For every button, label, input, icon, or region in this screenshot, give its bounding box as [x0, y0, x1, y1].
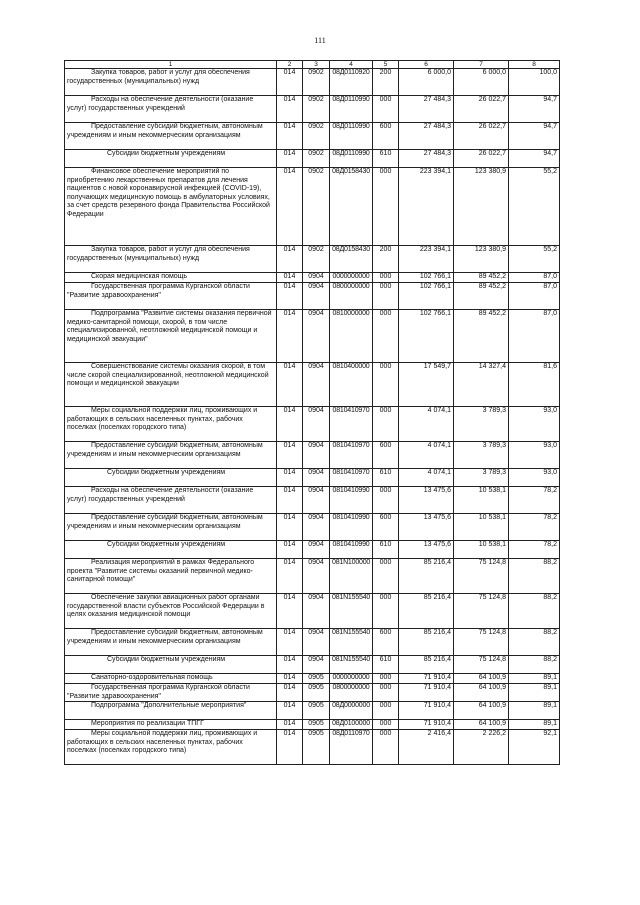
row-plan-cell: 85 216,4 — [399, 656, 454, 674]
row-target-article-cell: 08Д0110990 — [330, 123, 373, 150]
row-name-text: Предоставление субсидий бюджетным, автономным учреждениям и иным некоммерческим организациям — [67, 442, 263, 458]
table-row — [65, 514, 560, 541]
row-percent-cell: 55,2 — [509, 168, 560, 246]
row-name-text: Мероприятия по реализации ТПГГ — [91, 720, 204, 728]
table-row — [65, 123, 560, 150]
row-percent-cell: 94,7 — [509, 150, 560, 168]
row-name-cell — [65, 559, 277, 594]
row-name-text: Предоставление субсидий бюджетным, автономным учреждениям и иным некоммерческим организациям — [67, 629, 263, 645]
row-grbs-cell: 014 — [277, 273, 303, 283]
table-row — [65, 559, 560, 594]
row-fact-cell: 10 538,1 — [454, 514, 509, 541]
row-plan-cell: 223 394,1 — [399, 246, 454, 273]
table-body — [65, 69, 560, 765]
row-expense-type-cell: 000 — [373, 487, 399, 514]
row-name-text: Совершенствование системы оказания скорой, в том числе скорой специализированной, неотложной медицинской помощи и медицинской эвакуации — [67, 363, 269, 388]
row-plan-cell: 85 216,4 — [399, 559, 454, 594]
row-target-article-cell: 0810410970 — [330, 407, 373, 442]
row-percent-cell: 100,0 — [509, 69, 560, 96]
table-row — [65, 487, 560, 514]
row-percent-cell: 78,2 — [509, 541, 560, 559]
row-fact-cell: 64 100,9 — [454, 674, 509, 684]
row-name-cell — [65, 150, 277, 168]
row-target-article-cell: 0810000000 — [330, 310, 373, 363]
row-percent-cell: 78,2 — [509, 514, 560, 541]
row-section-cell: 0904 — [303, 273, 330, 283]
row-plan-cell: 85 216,4 — [399, 629, 454, 656]
row-percent-cell: 94,7 — [509, 123, 560, 150]
row-section-cell: 0902 — [303, 123, 330, 150]
table-row — [65, 363, 560, 407]
row-expense-type-cell: 000 — [373, 674, 399, 684]
row-section-cell: 0904 — [303, 559, 330, 594]
row-grbs-cell: 014 — [277, 96, 303, 123]
row-grbs-cell: 014 — [277, 702, 303, 720]
column-number-row — [65, 61, 560, 69]
row-target-article-cell: 081N155540 — [330, 629, 373, 656]
row-target-article-cell: 0810400000 — [330, 363, 373, 407]
row-name-text: Реализация мероприятий в рамках Федерального проекта "Развитие системы оказаний первичной медико-санитарной помощи" — [67, 559, 255, 584]
row-section-cell: 0905 — [303, 684, 330, 702]
row-expense-type-cell: 000 — [373, 559, 399, 594]
table-row — [65, 702, 560, 720]
row-target-article-cell: 08Д0110970 — [330, 730, 373, 765]
row-percent-cell: 87,0 — [509, 310, 560, 363]
row-name-cell — [65, 720, 277, 730]
row-name-text: Закупка товаров, работ и услуг для обеспечения государственных (муниципальных) нужд — [67, 69, 250, 85]
row-section-cell: 0904 — [303, 283, 330, 310]
row-name-cell — [65, 702, 277, 720]
row-grbs-cell: 014 — [277, 168, 303, 246]
row-expense-type-cell: 000 — [373, 702, 399, 720]
row-plan-cell: 4 074,1 — [399, 442, 454, 469]
row-percent-cell: 81,6 — [509, 363, 560, 407]
row-plan-cell: 223 394,1 — [399, 168, 454, 246]
row-target-article-cell: 0810410990 — [330, 514, 373, 541]
row-grbs-cell: 014 — [277, 407, 303, 442]
row-name-cell — [65, 283, 277, 310]
budget-table — [64, 60, 560, 765]
column-header: 4 — [330, 61, 373, 69]
row-expense-type-cell: 000 — [373, 720, 399, 730]
row-target-article-cell: 08Д0158430 — [330, 168, 373, 246]
row-fact-cell: 123 380,9 — [454, 168, 509, 246]
row-fact-cell: 64 100,9 — [454, 684, 509, 702]
row-grbs-cell: 014 — [277, 69, 303, 96]
row-fact-cell: 64 100,9 — [454, 702, 509, 720]
row-grbs-cell: 014 — [277, 541, 303, 559]
row-expense-type-cell: 000 — [373, 310, 399, 363]
row-percent-cell: 93,0 — [509, 407, 560, 442]
row-section-cell: 0902 — [303, 96, 330, 123]
row-name-text: Закупка товаров, работ и услуг для обеспечения государственных (муниципальных) нужд — [67, 246, 250, 262]
row-expense-type-cell: 000 — [373, 273, 399, 283]
table-row — [65, 656, 560, 674]
row-name-text: Государственная программа Курганской области "Развитие здравоохранения" — [67, 684, 250, 700]
row-plan-cell: 2 416,4 — [399, 730, 454, 765]
row-name-cell — [65, 629, 277, 656]
row-name-cell — [65, 469, 277, 487]
row-grbs-cell: 014 — [277, 720, 303, 730]
row-name-text: Расходы на обеспечение деятельности (оказание услуг) государственных учреждений — [67, 487, 254, 503]
column-header: 8 — [509, 61, 560, 69]
row-grbs-cell: 014 — [277, 674, 303, 684]
row-plan-cell: 71 910,4 — [399, 674, 454, 684]
row-name-text: Расходы на обеспечение деятельности (оказание услуг) государственных учреждений — [67, 96, 254, 112]
row-plan-cell: 27 484,3 — [399, 96, 454, 123]
column-header: 2 — [277, 61, 303, 69]
row-grbs-cell: 014 — [277, 730, 303, 765]
row-section-cell: 0905 — [303, 702, 330, 720]
table-row — [65, 629, 560, 656]
row-fact-cell: 75 124,8 — [454, 594, 509, 629]
table-row — [65, 150, 560, 168]
row-section-cell: 0904 — [303, 541, 330, 559]
column-header: 3 — [303, 61, 330, 69]
row-name-cell — [65, 594, 277, 629]
row-plan-cell: 85 216,4 — [399, 594, 454, 629]
row-expense-type-cell: 600 — [373, 442, 399, 469]
row-name-cell — [65, 674, 277, 684]
table-row — [65, 442, 560, 469]
row-grbs-cell: 014 — [277, 363, 303, 407]
row-name-cell — [65, 310, 277, 363]
row-section-cell: 0904 — [303, 594, 330, 629]
row-percent-cell: 88,2 — [509, 594, 560, 629]
table-row — [65, 168, 560, 246]
row-percent-cell: 89,1 — [509, 684, 560, 702]
row-grbs-cell: 014 — [277, 469, 303, 487]
row-name-text: Субсидии бюджетным учреждениям — [107, 656, 226, 663]
row-percent-cell: 92,1 — [509, 730, 560, 765]
table-row — [65, 69, 560, 96]
row-fact-cell: 3 789,3 — [454, 442, 509, 469]
row-percent-cell: 89,1 — [509, 674, 560, 684]
row-section-cell: 0905 — [303, 730, 330, 765]
row-target-article-cell: 08Д0158430 — [330, 246, 373, 273]
row-target-article-cell: 0800000000 — [330, 283, 373, 310]
row-target-article-cell: 081N155540 — [330, 656, 373, 674]
row-percent-cell: 93,0 — [509, 469, 560, 487]
row-name-cell — [65, 407, 277, 442]
row-section-cell: 0902 — [303, 168, 330, 246]
column-header: 7 — [454, 61, 509, 69]
row-grbs-cell: 014 — [277, 246, 303, 273]
row-name-text: Субсидии бюджетным учреждениям — [107, 541, 226, 548]
row-plan-cell: 13 475,6 — [399, 487, 454, 514]
row-name-cell — [65, 514, 277, 541]
row-grbs-cell: 014 — [277, 123, 303, 150]
row-fact-cell: 6 000,0 — [454, 69, 509, 96]
row-grbs-cell: 014 — [277, 656, 303, 674]
row-plan-cell: 102 766,1 — [399, 310, 454, 363]
table-row — [65, 273, 560, 283]
row-grbs-cell: 014 — [277, 684, 303, 702]
row-target-article-cell: 08Д0110990 — [330, 96, 373, 123]
row-name-text: Обеспечение закупки авиационных работ органами государственной власти субъектов Российской Федерации в целях оказания медицинской помощи — [67, 594, 265, 619]
row-name-text: Предоставление субсидий бюджетным, автономным учреждениям и иным некоммерческим организациям — [67, 514, 263, 530]
row-name-text: Субсидии бюджетным учреждениям — [107, 469, 226, 476]
row-target-article-cell: 0810410990 — [330, 541, 373, 559]
row-section-cell: 0902 — [303, 69, 330, 96]
table-row — [65, 594, 560, 629]
row-name-cell — [65, 442, 277, 469]
row-expense-type-cell: 000 — [373, 730, 399, 765]
row-expense-type-cell: 200 — [373, 69, 399, 96]
row-target-article-cell: 0810410990 — [330, 487, 373, 514]
row-expense-type-cell: 610 — [373, 150, 399, 168]
row-plan-cell: 4 074,1 — [399, 407, 454, 442]
row-name-cell — [65, 730, 277, 765]
row-expense-type-cell: 000 — [373, 283, 399, 310]
row-name-cell — [65, 487, 277, 514]
row-percent-cell: 87,0 — [509, 283, 560, 310]
row-fact-cell: 123 380,9 — [454, 246, 509, 273]
row-grbs-cell: 014 — [277, 283, 303, 310]
row-target-article-cell: 08Д0100000 — [330, 720, 373, 730]
row-target-article-cell: 0810410970 — [330, 469, 373, 487]
row-expense-type-cell: 610 — [373, 656, 399, 674]
row-fact-cell: 2 226,2 — [454, 730, 509, 765]
row-fact-cell: 10 538,1 — [454, 541, 509, 559]
row-name-text: Подпрограмма "Развитие системы оказания первичной медико-санитарной помощи, скорой, в том числе специализированной, неотложной медицинской помощи и медицинской эвакуации" — [67, 310, 272, 343]
row-section-cell: 0902 — [303, 246, 330, 273]
row-plan-cell: 27 484,3 — [399, 150, 454, 168]
row-name-text: Меры социальной поддержки лиц, проживающих и работающих в сельских населенных пунктах, рабочих поселках (поселках городского типа) — [67, 730, 258, 755]
row-percent-cell: 89,1 — [509, 702, 560, 720]
row-name-cell — [65, 363, 277, 407]
row-percent-cell: 88,2 — [509, 656, 560, 674]
row-name-cell — [65, 273, 277, 283]
row-target-article-cell: 0800000000 — [330, 684, 373, 702]
table-row — [65, 283, 560, 310]
row-expense-type-cell: 600 — [373, 123, 399, 150]
row-plan-cell: 102 766,1 — [399, 273, 454, 283]
table-row — [65, 720, 560, 730]
row-grbs-cell: 014 — [277, 310, 303, 363]
row-fact-cell: 26 022,7 — [454, 150, 509, 168]
row-percent-cell: 88,2 — [509, 559, 560, 594]
table-row — [65, 674, 560, 684]
row-section-cell: 0904 — [303, 407, 330, 442]
row-target-article-cell: 08Д0110920 — [330, 69, 373, 96]
column-header: 6 — [399, 61, 454, 69]
row-plan-cell: 71 910,4 — [399, 684, 454, 702]
row-name-text: Меры социальной поддержки лиц, проживающих и работающих в сельских населенных пунктах, рабочих поселках (поселках городского типа) — [67, 407, 258, 432]
row-grbs-cell: 014 — [277, 559, 303, 594]
row-grbs-cell: 014 — [277, 150, 303, 168]
row-fact-cell: 64 100,9 — [454, 720, 509, 730]
row-name-cell — [65, 246, 277, 273]
row-name-text: Субсидии бюджетным учреждениям — [107, 150, 226, 157]
row-section-cell: 0904 — [303, 514, 330, 541]
row-fact-cell: 75 124,8 — [454, 559, 509, 594]
row-target-article-cell: 08Д0000000 — [330, 702, 373, 720]
row-section-cell: 0904 — [303, 469, 330, 487]
row-section-cell: 0904 — [303, 363, 330, 407]
table-row — [65, 407, 560, 442]
row-percent-cell: 94,7 — [509, 96, 560, 123]
column-header: 5 — [373, 61, 399, 69]
row-section-cell: 0902 — [303, 150, 330, 168]
row-expense-type-cell: 600 — [373, 514, 399, 541]
row-name-text: Санаторно-оздоровительная помощь — [91, 674, 213, 681]
row-grbs-cell: 014 — [277, 594, 303, 629]
row-grbs-cell: 014 — [277, 629, 303, 656]
row-target-article-cell: 0000000000 — [330, 674, 373, 684]
row-plan-cell: 102 766,1 — [399, 283, 454, 310]
row-name-cell — [65, 69, 277, 96]
row-plan-cell: 17 549,7 — [399, 363, 454, 407]
row-expense-type-cell: 000 — [373, 168, 399, 246]
row-fact-cell: 14 327,4 — [454, 363, 509, 407]
row-name-text: Предоставление субсидий бюджетным, автономным учреждениям и иным некоммерческим организациям — [67, 123, 263, 139]
row-target-article-cell: 081N100000 — [330, 559, 373, 594]
row-name-text: Государственная программа Курганской области "Развитие здравоохранения" — [67, 283, 250, 299]
row-expense-type-cell: 600 — [373, 629, 399, 656]
row-target-article-cell: 081N155540 — [330, 594, 373, 629]
row-plan-cell: 13 475,6 — [399, 514, 454, 541]
row-name-text: Подпрограмма "Дополнительные мероприятия" — [91, 702, 247, 710]
row-name-cell — [65, 168, 277, 246]
row-expense-type-cell: 000 — [373, 684, 399, 702]
row-expense-type-cell: 000 — [373, 363, 399, 407]
row-grbs-cell: 014 — [277, 514, 303, 541]
row-target-article-cell: 0810410970 — [330, 442, 373, 469]
row-percent-cell: 78,2 — [509, 487, 560, 514]
row-fact-cell: 26 022,7 — [454, 96, 509, 123]
row-expense-type-cell: 000 — [373, 594, 399, 629]
row-plan-cell: 71 910,4 — [399, 702, 454, 720]
row-section-cell: 0904 — [303, 656, 330, 674]
row-expense-type-cell: 610 — [373, 469, 399, 487]
row-section-cell: 0904 — [303, 442, 330, 469]
row-fact-cell: 75 124,8 — [454, 656, 509, 674]
row-name-cell — [65, 123, 277, 150]
row-fact-cell: 3 789,3 — [454, 407, 509, 442]
row-percent-cell: 88,2 — [509, 629, 560, 656]
row-expense-type-cell: 000 — [373, 407, 399, 442]
row-target-article-cell: 0000000000 — [330, 273, 373, 283]
row-name-cell — [65, 656, 277, 674]
row-fact-cell: 26 022,7 — [454, 123, 509, 150]
row-fact-cell: 89 452,2 — [454, 283, 509, 310]
row-percent-cell: 89,1 — [509, 720, 560, 730]
table-row — [65, 730, 560, 765]
row-percent-cell: 55,2 — [509, 246, 560, 273]
row-fact-cell: 75 124,8 — [454, 629, 509, 656]
row-expense-type-cell: 000 — [373, 96, 399, 123]
column-header: 1 — [65, 61, 277, 69]
row-section-cell: 0905 — [303, 674, 330, 684]
table-row — [65, 684, 560, 702]
page-number: 111 — [314, 36, 326, 45]
table-row — [65, 310, 560, 363]
row-name-cell — [65, 684, 277, 702]
row-name-cell — [65, 541, 277, 559]
row-section-cell: 0905 — [303, 720, 330, 730]
row-grbs-cell: 014 — [277, 442, 303, 469]
row-grbs-cell: 014 — [277, 487, 303, 514]
table-row — [65, 246, 560, 273]
row-section-cell: 0904 — [303, 310, 330, 363]
row-plan-cell: 71 910,4 — [399, 720, 454, 730]
row-expense-type-cell: 610 — [373, 541, 399, 559]
row-fact-cell: 89 452,2 — [454, 273, 509, 283]
row-percent-cell: 87,0 — [509, 273, 560, 283]
row-plan-cell: 13 475,6 — [399, 541, 454, 559]
row-section-cell: 0904 — [303, 487, 330, 514]
row-plan-cell: 27 484,3 — [399, 123, 454, 150]
row-target-article-cell: 08Д0110990 — [330, 150, 373, 168]
row-plan-cell: 6 000,0 — [399, 69, 454, 96]
row-name-cell — [65, 96, 277, 123]
row-section-cell: 0904 — [303, 629, 330, 656]
table-row — [65, 541, 560, 559]
row-plan-cell: 4 074,1 — [399, 469, 454, 487]
row-expense-type-cell: 200 — [373, 246, 399, 273]
table-row — [65, 469, 560, 487]
row-fact-cell: 3 789,3 — [454, 469, 509, 487]
row-fact-cell: 89 452,2 — [454, 310, 509, 363]
row-name-text: Скорая медицинская помощь — [91, 273, 188, 280]
row-fact-cell: 10 538,1 — [454, 487, 509, 514]
row-percent-cell: 93,0 — [509, 442, 560, 469]
row-name-text: Финансовое обеспечение мероприятий по приобретению лекарственных препаратов для лечения пациентов с новой коронавирусной инфекцией (COVID-19), получающих медицинскую помощь в амбулаторных условиях, за счет средств резервного фонда Правительства Российской Федерации — [67, 168, 270, 218]
table-row — [65, 96, 560, 123]
